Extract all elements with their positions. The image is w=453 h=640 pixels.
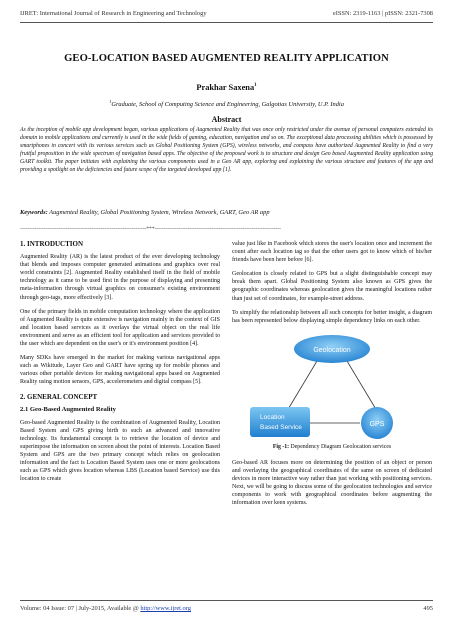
dependency-diagram-svg bbox=[232, 331, 432, 439]
right-paragraph-1: value just like in Facebook which stores the user's location once and increment the count after each location tag so that the other users got to know which of his/her friends have been here before [6]. bbox=[232, 241, 432, 264]
journal-issn: eISSN: 2319-1163 | pISSN: 2321-7308 bbox=[332, 10, 433, 17]
affiliation-sup: 1 bbox=[109, 99, 112, 104]
concept-paragraph-1: Geo-based Augmented Reality is the combination of Augmented Reality, Location Based System and GPS giving birth to such an advanced and innovative technology. Its fundamental concept is to retrieve the location of device and superimpose the information on screen about the point of interests. Location Based System and GPS are the two primary concept which relies on geolocation information and the fact is Location Based System uses one or more geolocations such as GPS which gives location whereas LBS (Location based Service) use this location to create bbox=[20, 419, 220, 483]
left-column bbox=[20, 240, 220, 489]
footer-volume bbox=[20, 605, 191, 612]
page-footer bbox=[20, 605, 433, 612]
keywords-text: Augmented Reality, Global Positioning System, Wireless Network, GART, Geo AR app bbox=[47, 209, 270, 216]
affiliation-text: Graduate, School of Computing Science and Engineering, Galgotias University, U.P. India bbox=[111, 101, 344, 109]
keywords-label: Keywords: bbox=[20, 209, 48, 216]
abstract-text: As the inception of mobile app development began, various applications of Augmented Reality that was once only restricted under the avenue of personal computers extended its domain to mobile applications and currently is used in the wide fields of gaming, education, navigation and so on. The exceptional data processing abilities which is possessed by smartphones in concert with its various services such as Global Positioning System (GPS), wireless networks, and compass have authorized Augmented Reality to find a very fruitful proposition in the wide spectrum of navigation based apps. The objective of the proposed work is to structure and design Geo based Augmented Reality application using GART toolkit. The paper initiates with explaining the various components used in a Geo AR app, exploring and explaining the various structure and features of the app and providing a spotlight on the deficiencies and future scope of the targeted developed app [1]. bbox=[20, 127, 433, 173]
paper-affiliation bbox=[20, 99, 433, 108]
paper-title: GEO-LOCATION BASED AUGMENTED REALITY APPLICATION bbox=[64, 53, 389, 64]
paper-author bbox=[20, 83, 433, 92]
caption-label: Fig -1: bbox=[272, 443, 290, 450]
abstract-heading: Abstract bbox=[211, 115, 242, 124]
author-sup: 1 bbox=[254, 83, 257, 89]
link-geolocation-lbs bbox=[287, 361, 317, 411]
intro-heading: 1. INTRODUCTION bbox=[20, 240, 84, 248]
footer-rule bbox=[20, 600, 433, 601]
page-number: 495 bbox=[423, 605, 433, 612]
intro-paragraph-3: Many SDKs have emerged in the market for making various navigational apps such as Wikitude, Layer Geo and GART have spring up for mobile phones and various other portable devices for making navigational apps based on Augmented Reality using motion sensors, GPS, accelerometers and digital compass [5]. bbox=[20, 355, 220, 386]
footer-volume-text: Volume: 04 Issue: 07 | July-2015, Available @ bbox=[20, 605, 141, 612]
journal-link[interactable]: http://www.ijret.org bbox=[140, 605, 191, 612]
journal-name: IJRET: International Journal of Research in Engineering and Technology bbox=[20, 10, 207, 17]
node-lbs-label-1: Location bbox=[260, 413, 285, 421]
node-lbs bbox=[250, 407, 310, 437]
intro-paragraph-1: Augmented Reality (AR) is the latest product of the ever developing technology that blends and imposes computer generated animations and graphics over real world constraints [2]. Augmented Reality established itself in the field of mobile technology as it came to be used first in the purpose of displaying and presenting meta-information through virtual graphics on consumer's existing environment through geo-tags, more effectively [3]. bbox=[20, 254, 220, 301]
intro-paragraph-2: One of the primary fields in mobile computation technology where the application of Augmented Reality is quite extensive is navigation mainly in the context of GIS and location based services as it overlays the virtual object on the real life environment and serve as an efficient tool for application and services provided to the user which are dependent on the user's or it's environment position [4]. bbox=[20, 308, 220, 348]
node-lbs-label-2: Based Service bbox=[260, 423, 302, 431]
right-paragraph-2: Geolocation is closely related to GPS but a slight distinguishable concept may break them apart. Global Positioning System also known as GPS gives the geographic coordinates whereas geolocation gives the meaningful locations rather than just set of coordinates, for example-street address. bbox=[232, 271, 432, 302]
figure-caption bbox=[232, 443, 432, 451]
keywords bbox=[20, 209, 433, 216]
geo-ar-subheading: 2.1 Geo-Based Augmented Reality bbox=[20, 405, 116, 413]
section-separator: ---------------------------------------------------------------------***--------------------------------------------------------------------- bbox=[20, 226, 282, 232]
dependency-diagram bbox=[232, 331, 432, 439]
concept-heading: 2. GENERAL CONCEPT bbox=[20, 392, 98, 401]
header-rule bbox=[20, 22, 433, 23]
right-column bbox=[232, 240, 432, 514]
author-name: Prakhar Saxena bbox=[196, 83, 255, 92]
node-geolocation-label: Geolocation bbox=[313, 346, 351, 354]
journal-header bbox=[20, 10, 433, 17]
caption-text: Dependency Diagram Geolocation services bbox=[289, 443, 392, 450]
right-paragraph-3: To simplify the relationship between all such concepts for better insight, a diagram has been represented below displaying simple dependency links on each other. bbox=[232, 309, 432, 324]
right-paragraph-4: Geo-based AR focuses more on determining the position of an object or person and overlaying the geographical coordinates of the same on screen of dedicated devices in more interactive way rather than just working with positioning services. Next, we will be going to discuss some of the geolocation technologies and service components to work with geographical coordinates before augmenting the information over keen systems. bbox=[232, 459, 432, 507]
node-gps-label: GPS bbox=[369, 420, 385, 428]
link-geolocation-gps bbox=[347, 361, 377, 411]
